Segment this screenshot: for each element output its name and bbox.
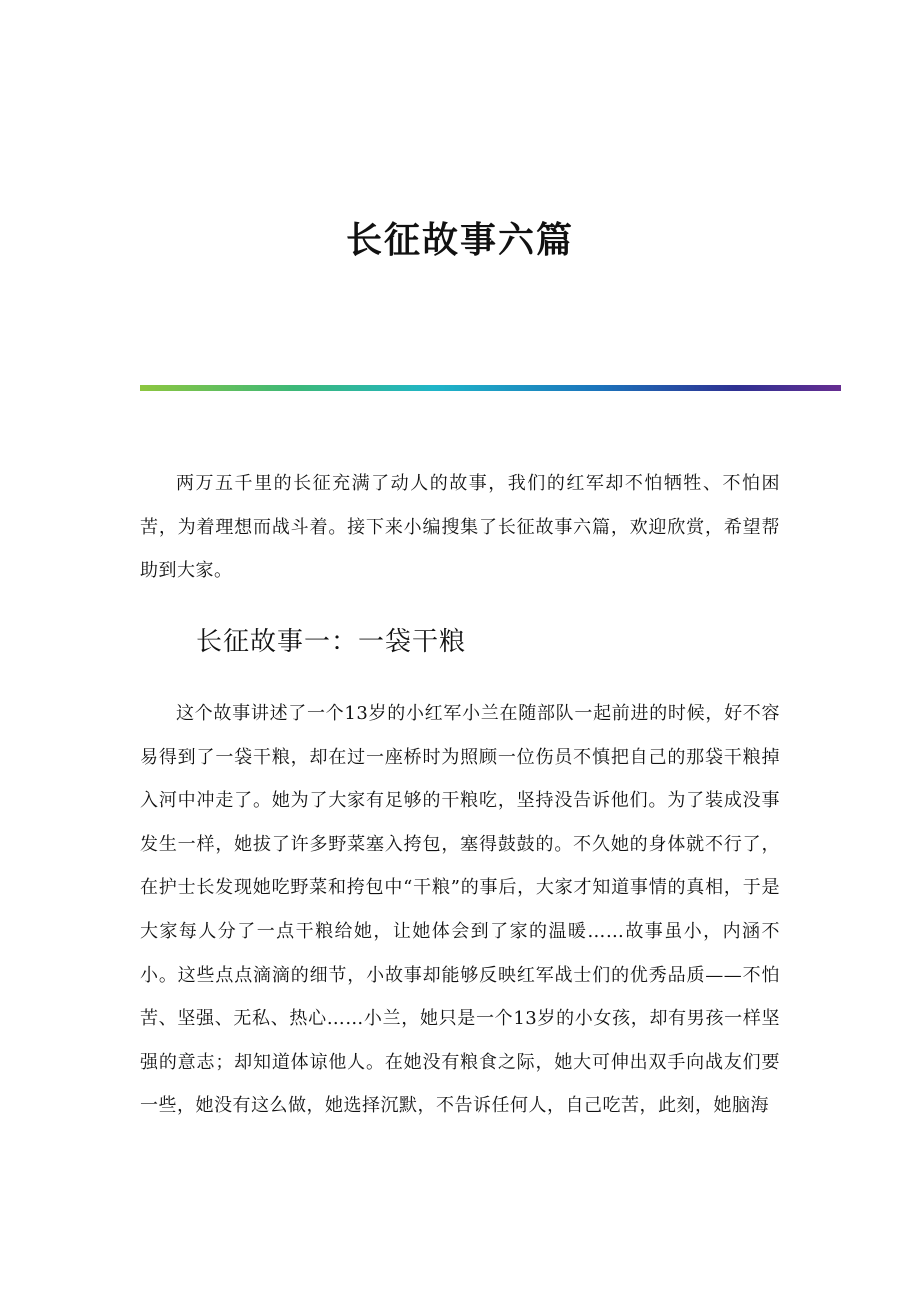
section-heading-story-1: 长征故事一：一袋干粮	[196, 627, 467, 657]
title-divider	[140, 385, 841, 391]
story-1-paragraph: 这个故事讲述了一个13岁的小红军小兰在随部队一起前进的时候，好不容易得到了一袋干粮，却在过一座桥时为照顾一位伤员不慎把自己的那袋干粮掉入河中冲走了。她为了大家有足够的干粮吃，坚持没告诉他们。为了装成没事发生一样，她拔了许多野菜塞入挎包，塞得鼓鼓的。不久她的身体就不行了，在护士长发现她吃野菜和挎包中“干粮”的事后，大家才知道事情的真相，于是大家每人分了一点干粮给她，让她体会到了家的温暖……故事虽小，内涵不小。这些点点滴滴的细节，小故事却能够反映红军战士们的优秀品质——不怕苦、坚强、无私、热心……小兰，她只是一个13岁的小女孩，却有男孩一样坚强的意志；却知道体谅他人。在她没有粮食之际，她大可伸出双手向战友们要一些，她没有这么做，她选择沉默，不告诉任何人，自己吃苦，此刻，她脑海	[140, 703, 780, 1117]
intro-paragraph: 两万五千里的长征充满了动人的故事，我们的红军却不怕牺牲、不怕困苦，为着理想而战斗着。接下来小编搜集了长征故事六篇，欢迎欣赏，希望帮助到大家。	[140, 473, 780, 582]
document-title: 长征故事六篇	[345, 219, 574, 261]
